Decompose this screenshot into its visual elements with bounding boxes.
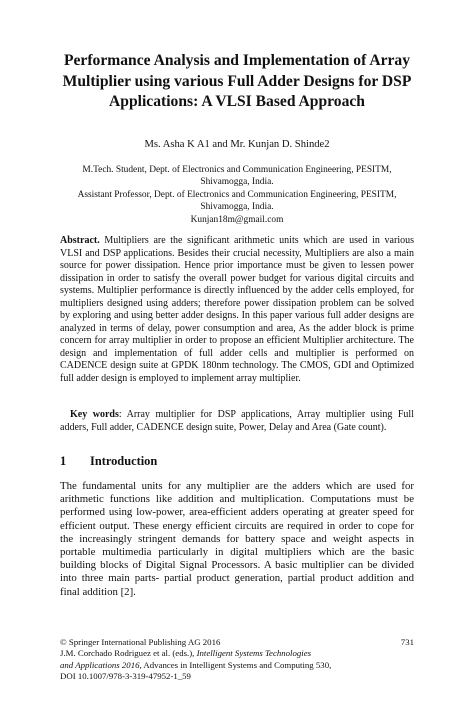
- affiliation-line-3: Assistant Professor, Dept. of Electronics and Communication Engineering, PESITM,: [77, 189, 397, 200]
- keywords-label: Key words: [70, 409, 119, 420]
- title-line-3: Applications: A VLSI Based Approach: [109, 93, 365, 110]
- abstract-text: Multipliers are the significant arithmetic units which are used in various VLSI and DSP applications. Besides their crucial necessity, Multipliers are also a main source for power dissipation. Hence prior importance must be given to lessen power dissipation in order to satisfy the overall power budget for various digital circuits and systems. Multiplier performance is directly influenced by the adder cells employed, for multipliers designed using adders; therefore power dissipation problem can be solved by exploring and using better adder designs. In this paper various full adder designs are analyzed in terms of delay, power consumption and area, As the adder block is prime concern for array multiplier in order to propose an efficient Multiplier architecture. The design and implementation of full adder cells and multiplier is performed on CADENCE design suite at GPDK 180nm technology. The CMOS, GDI and Optimized full adder design is employed to implement array multiplier.: [60, 235, 414, 385]
- affiliation-line-4: Shivamogga, India.: [200, 202, 274, 213]
- series-info: , Advances in Intelligent Systems and Computing 530,: [139, 659, 332, 670]
- affiliations: [52, 164, 422, 226]
- book-title-part-2: and Applications 2016: [60, 659, 140, 670]
- abstract-label: Abstract.: [60, 235, 100, 246]
- keywords: [60, 409, 414, 434]
- page-footer: [60, 637, 414, 683]
- section-title: Introduction: [90, 454, 158, 468]
- author-list: Ms. Asha K A1 and Mr. Kunjan D. Shinde2: [144, 139, 330, 150]
- affiliation-line-2: Shivamogga, India.: [200, 177, 274, 188]
- introduction-paragraph: The fundamental units for any multiplier are the adders which are used for arithmetic functions like addition and multiplication. Computations must be performed using low-power, area-efficient adders operating at greater speed for efficient output. These energy efficient circuits are required in order to cope for the increasingly stringent demands for battery space and weight aspects in portable multimedia particularly in digital multipliers which are the basic building blocks of Digital Signal Processors. A basic multiplier can be divided into three main parts- partial product generation, partial product addition and final addition [2].: [60, 480, 414, 598]
- doi: DOI 10.1007/978-3-319-47952-1_59: [60, 671, 191, 682]
- section-number: 1: [60, 454, 67, 468]
- section-heading: [60, 454, 157, 469]
- paper-title: [40, 51, 434, 113]
- editors: J.M. Corchado Rodriguez et al. (eds.),: [60, 648, 197, 659]
- copyright-notice: © Springer International Publishing AG 2016: [60, 637, 221, 647]
- abstract: [60, 235, 414, 386]
- author-email: Kunjan18m@gmail.com: [190, 214, 284, 225]
- keywords-text: : Array multiplier for DSP applications, Array multiplier using Full adders, Full adder, CADENCE design suite, Power, Delay and Area (Gate count).: [60, 409, 414, 433]
- title-line-1: Performance Analysis and Implementation of Array: [63, 52, 411, 69]
- page-number: 731: [400, 637, 414, 647]
- affiliation-line-1: M.Tech. Student, Dept. of Electronics and Communication Engineering, PESITM,: [82, 165, 392, 175]
- title-line-2: Multiplier using various Full Adder Designs for DSP: [62, 72, 412, 90]
- citation-line-1: [60, 648, 414, 659]
- book-title-part-1: Intelligent Systems Technologies: [196, 648, 312, 659]
- citation-line-2: [60, 660, 414, 671]
